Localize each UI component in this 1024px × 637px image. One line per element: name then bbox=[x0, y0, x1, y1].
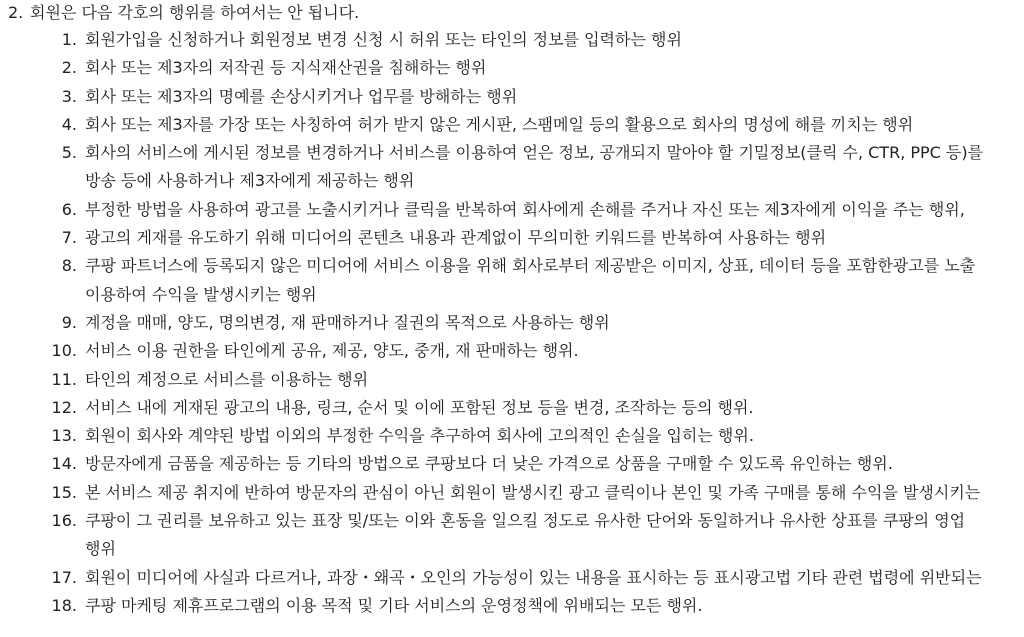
clause-number: 6. bbox=[61, 199, 77, 219]
clause-text-line: 본 서비스 제공 취지에 반하여 방문자의 관심이 아닌 회원이 발생시킨 광고 클릭이나 본인 및 가족 구매를 통해 수익을 발생시키는 bbox=[85, 482, 981, 502]
clause-item bbox=[0, 450, 1024, 478]
clause-number: 12. bbox=[51, 397, 77, 417]
clause-number: 2. bbox=[61, 58, 77, 78]
clause-item bbox=[0, 139, 1024, 196]
clause-text-line: 쿠팡 파트너스에 등록되지 않은 미디어에 서비스 이용을 위해 회사로부터 제공받은 이미지, 상표, 데이터 등을 포함한광고를 노출 bbox=[85, 256, 976, 276]
clause-number: 13. bbox=[51, 426, 77, 446]
clause-number: 18. bbox=[51, 595, 77, 615]
clause-item bbox=[0, 26, 1024, 54]
clause-number: 8. bbox=[61, 256, 77, 276]
clause-text-line: 계정을 매매, 양도, 명의변경, 재 판매하거나 질권의 목적으로 사용하는 행위 bbox=[85, 312, 610, 332]
clause-text-line: 쿠팡 마케팅 제휴프로그램의 이용 목적 및 기타 서비스의 운영정책에 위배되는 모든 행위. bbox=[85, 595, 703, 615]
clause-text-line: 회사 또는 제3자를 가장 또는 사칭하여 허가 받지 않은 게시판, 스팸메일 등의 활용으로 회사의 명성에 해를 끼치는 행위 bbox=[85, 114, 914, 134]
clause-text-line: 광고의 게재를 유도하기 위해 미디어의 콘텐츠 내용과 관계없이 무의미한 키워드를 반복하여 사용하는 행위 bbox=[85, 228, 827, 248]
clause-item bbox=[0, 309, 1024, 337]
clause-text-line: 방문자에게 금품을 제공하는 등 기타의 방법으로 쿠팡보다 더 낮은 가격으로 상품을 구매할 수 있도록 유인하는 행위. bbox=[85, 454, 893, 474]
clause-number: 10. bbox=[51, 341, 77, 361]
clause-number: 7. bbox=[61, 228, 77, 248]
clause-text-line: 회사 또는 제3자의 저작권 등 지식재산권을 침해하는 행위 bbox=[85, 58, 487, 78]
clause-item bbox=[0, 54, 1024, 82]
clause-text-line: 부정한 방법을 사용하여 광고를 노출시키거나 클릭을 반복하여 회사에게 손해를 주거나 자신 또는 제3자에게 이익을 주는 행위, bbox=[85, 199, 965, 219]
clause-item bbox=[0, 83, 1024, 111]
clause-item bbox=[0, 592, 1024, 620]
prohibited-acts-list bbox=[0, 26, 1024, 620]
clause-number: 3. bbox=[61, 86, 77, 106]
clause-item bbox=[0, 224, 1024, 252]
section-title: 회원은 다음 각호의 행위를 하여서는 안 됩니다. bbox=[30, 3, 360, 22]
clause-text-line: 서비스 이용 권한을 타인에게 공유, 제공, 양도, 중개, 재 판매하는 행위. bbox=[85, 341, 579, 361]
clause-number: 14. bbox=[51, 454, 77, 474]
clause-item bbox=[0, 422, 1024, 450]
clause-item bbox=[0, 564, 1024, 592]
clause-item bbox=[0, 196, 1024, 224]
clause-number: 15. bbox=[51, 482, 77, 502]
clause-text-line: 회원이 회사와 계약된 방법 이외의 부정한 수익을 추구하여 회사에 고의적인 손실을 입히는 행위. bbox=[85, 426, 754, 446]
clause-text-line: 회사 또는 제3자의 명예를 손상시키거나 업무를 방해하는 행위 bbox=[85, 86, 518, 106]
section-number: 2. bbox=[8, 3, 24, 22]
clause-text-line: 타인의 계정으로 서비스를 이용하는 행위 bbox=[85, 369, 369, 389]
clause-text-line: 방송 등에 사용하거나 제3자에게 제공하는 행위 bbox=[85, 171, 415, 191]
clause-number: 5. bbox=[61, 143, 77, 163]
clause-text-line: 서비스 내에 게재된 광고의 내용, 링크, 순서 및 이에 포함된 정보 등을 변경, 조작하는 등의 행위. bbox=[85, 397, 754, 417]
clause-number: 1. bbox=[61, 30, 77, 49]
clause-item bbox=[0, 507, 1024, 564]
clause-text-line: 행위 bbox=[85, 539, 116, 559]
clause-text-line: 쿠팡이 그 권리를 보유하고 있는 표장 및/또는 이와 혼동을 일으킬 정도로 유사한 단어와 동일하거나 유사한 상표를 쿠팡의 영업 bbox=[85, 511, 966, 531]
clause-item bbox=[0, 394, 1024, 422]
clause-item bbox=[0, 337, 1024, 365]
clause-text-line: 이용하여 수익을 발생시키는 행위 bbox=[85, 284, 317, 304]
clause-text-line: 회원이 미디어에 사실과 다르거나, 과장・왜곡・오인의 가능성이 있는 내용을 표시하는 등 표시광고법 기타 관련 법령에 위반되는 bbox=[85, 567, 982, 587]
clause-number: 9. bbox=[61, 312, 77, 332]
section-heading bbox=[8, 1, 359, 25]
clause-number: 16. bbox=[51, 511, 77, 531]
clause-number: 11. bbox=[51, 369, 77, 389]
clause-item bbox=[0, 479, 1024, 507]
clause-item bbox=[0, 111, 1024, 139]
clause-item bbox=[0, 366, 1024, 394]
clause-item bbox=[0, 252, 1024, 309]
clause-text-line: 회원가입을 신청하거나 회원정보 변경 신청 시 허위 또는 타인의 정보를 입력하는 행위 bbox=[85, 30, 682, 49]
clause-text-line: 회사의 서비스에 게시된 정보를 변경하거나 서비스를 이용하여 얻은 정보, 공개되지 말아야 할 기밀정보(클릭 수, CTR, PPC 등)를 bbox=[85, 143, 984, 163]
clause-number: 17. bbox=[51, 567, 77, 587]
clause-number: 4. bbox=[61, 114, 77, 134]
